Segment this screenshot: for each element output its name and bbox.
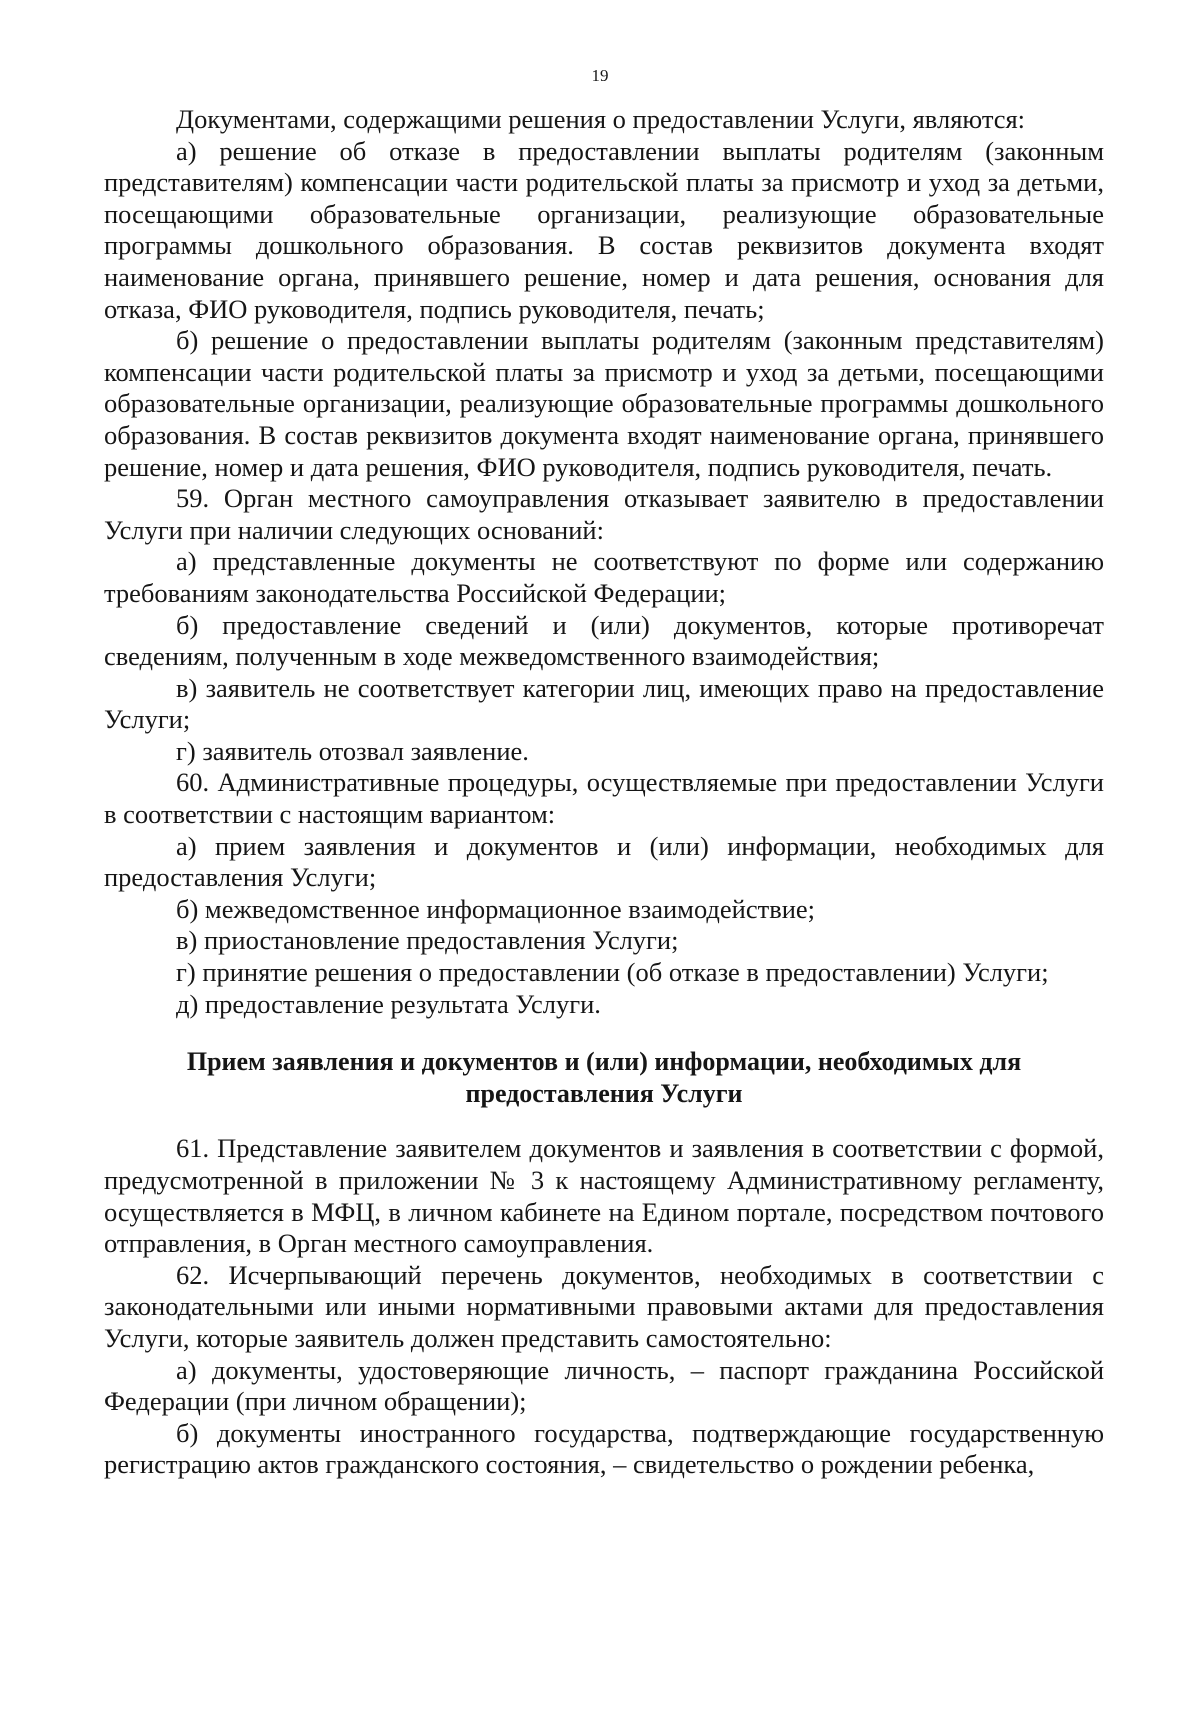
paragraph-59-a: а) представленные документы не соответствуют по форме или содержанию требованиям законодательства Российской Федерации; <box>104 546 1104 608</box>
paragraph-59-b: б) предоставление сведений и (или) документов, которые противоречат сведениям, полученным в ходе межведомственного взаимодействия; <box>104 609 1104 672</box>
paragraph-62-a: а) документы, удостоверяющие личность, – паспорт гражданина Российской Федерации (при личном обращении); <box>104 1354 1104 1417</box>
paragraph-59-refusal-grounds: 59. Орган местного самоуправления отказывает заявителю в предоставлении Услуги при наличии следующих оснований: <box>104 483 1104 545</box>
paragraph-62-document-list: 62. Исчерпывающий перечень документов, необходимых в соответствии с законодательными или иными нормативными правовыми актами для предоставления Услуги, которые заявитель должен представить самостоятельно: <box>104 1259 1104 1353</box>
paragraph-refusal-decision: а) решение об отказе в предоставлении выплаты родителям (законным представителям) компенсации части родительской платы за присмотр и уход за детьми, посещающими образовательные организации, реализующие образовательные программы дошкольного образования. В состав реквизитов документа входят наименование органа, принявшего решение, номер и дата решения, основания для отказа, ФИО руководителя, подпись руководителя, печать; <box>104 135 1104 324</box>
paragraph-60-d: г) принятие решения о предоставлении (об отказе в предоставлении) Услуги; <box>176 957 1049 988</box>
page-number: 19 <box>591 66 609 85</box>
paragraph-60-e: д) предоставление результата Услуги. <box>176 988 601 1019</box>
paragraph-61-submission: 61. Представление заявителем документов и заявления в соответствии с формой, предусмотренной в приложении № 3 к настоящему Административному регламенту, осуществляется в МФЦ, в личном кабинете на Едином портале, посредством почтового отправления, в Орган местного самоуправления. <box>104 1133 1104 1259</box>
paragraph-62-b: б) документы иностранного государства, подтверждающие государственную регистрацию актов гражданского состояния, – свидетельство о рождении ребенка, <box>104 1417 1104 1480</box>
paragraph-60-a: а) прием заявления и документов и (или) информации, необходимых для предоставления Услуги; <box>104 830 1104 893</box>
paragraph-grant-decision: б) решение о предоставлении выплаты родителям (законным представителям) компенсации части родительской платы за присмотр и уход за детьми, посещающими образовательные организации, реализующие образовательные программы дошкольного образования. В состав реквизитов документа входят наименование органа, принявшего решение, номер и дата решения, ФИО руководителя, подпись руководителя, печать. <box>104 325 1104 482</box>
paragraph-60-b: б) межведомственное информационное взаимодействие; <box>176 893 816 924</box>
paragraph-59-c: в) заявитель не соответствует категории лиц, имеющих право на предоставление Услуги; <box>104 672 1104 735</box>
paragraph-result-documents-intro: Документами, содержащими решения о предоставлении Услуги, являются: <box>176 104 1026 134</box>
paragraph-60-procedures: 60. Административные процедуры, осуществляемые при предоставлении Услуги в соответствии с настоящим вариантом: <box>104 767 1104 830</box>
document-body <box>104 104 1104 1481</box>
section-heading: Прием заявления и документов и (или) информации, необходимых для предоставления Услуги <box>186 1047 1022 1108</box>
paragraph-60-c: в) приостановление предоставления Услуги; <box>176 925 679 956</box>
paragraph-59-d: г) заявитель отозвал заявление. <box>176 735 529 766</box>
